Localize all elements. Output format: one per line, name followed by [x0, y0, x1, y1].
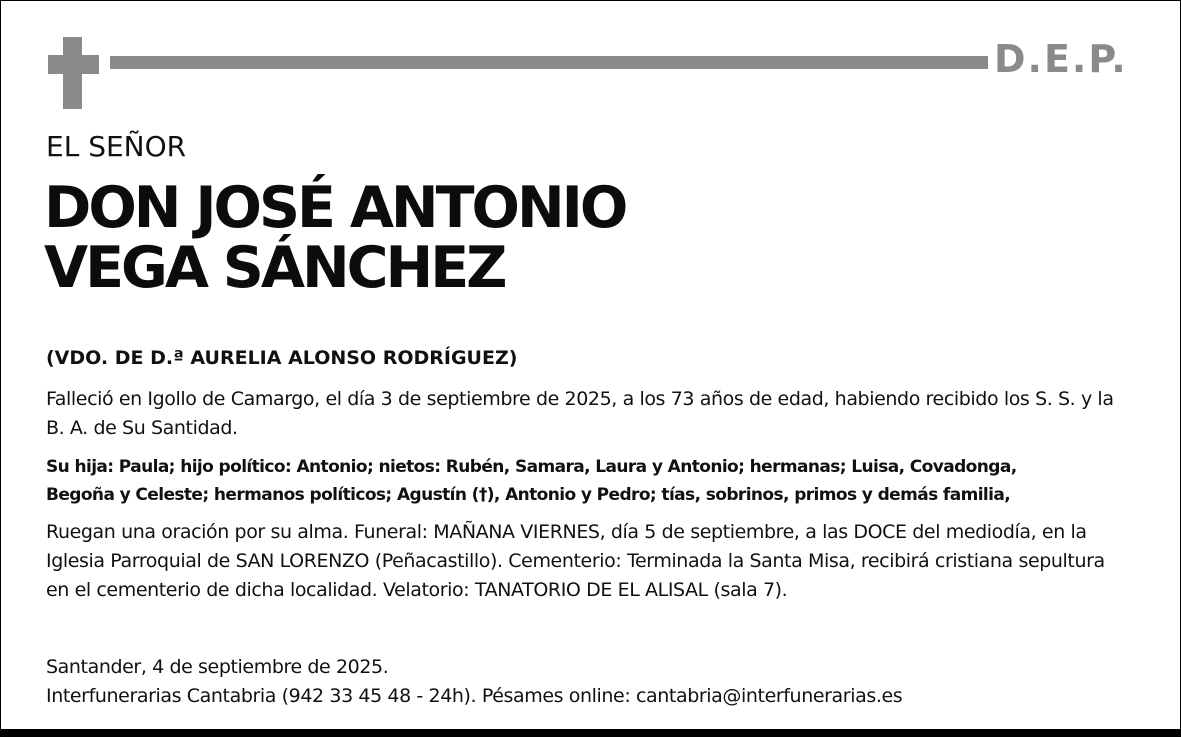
- death-paragraph: Falleció en Igollo de Camargo, el día 3 de septiembre de 2025, a los 73 años de edad, habiendo recibido los S. S. y la B. A. de Su Santidad.: [46, 388, 1114, 439]
- family-line-1: Su hija: Paula; hijo político: Antonio; nietos: Rubén, Samara, Laura y Antonio; hermanas; Luisa, Covadonga,: [46, 457, 1017, 477]
- family-line-2: Begoña y Celeste; hermanos políticos; Agustín (†), Antonio y Pedro; tías, sobrinos, primos y demás familia,: [46, 485, 1011, 505]
- contact-line: Interfunerarias Cantabria (942 33 45 48 - 24h). Pésames online: cantabria@interfunerarias.es: [46, 685, 903, 707]
- deceased-name-line-1: DON JOSÉ ANTONIO: [44, 175, 626, 241]
- header-rule: [110, 56, 988, 69]
- funeral-paragraph: Ruegan una oración por su alma. Funeral: MAÑANA VIERNES, día 5 de septiembre, a las DOCE del mediodía, en la Iglesia Parroquial de SAN LORENZO (Peñacastillo). Cementerio: Terminada la Santa Misa, recibirá cristiana sepultura en el cementerio de dicha localidad. Velatorio: TANATORIO DE EL ALISAL (sala 7).: [46, 521, 1105, 601]
- dep-label: D.E.P.: [994, 37, 1128, 81]
- bottom-rule: [0, 729, 1181, 737]
- family-paragraph: [46, 453, 1141, 509]
- cross-icon-bar: [48, 55, 99, 74]
- deceased-name-line-2: VEGA SÁNCHEZ: [44, 235, 505, 301]
- widow-line: (VDO. DE D.ª AURELIA ALONSO RODRÍGUEZ): [46, 347, 518, 369]
- honorific: EL SEÑOR: [46, 130, 187, 163]
- deceased-name: [44, 175, 626, 301]
- place-date: Santander, 4 de septiembre de 2025.: [46, 656, 389, 678]
